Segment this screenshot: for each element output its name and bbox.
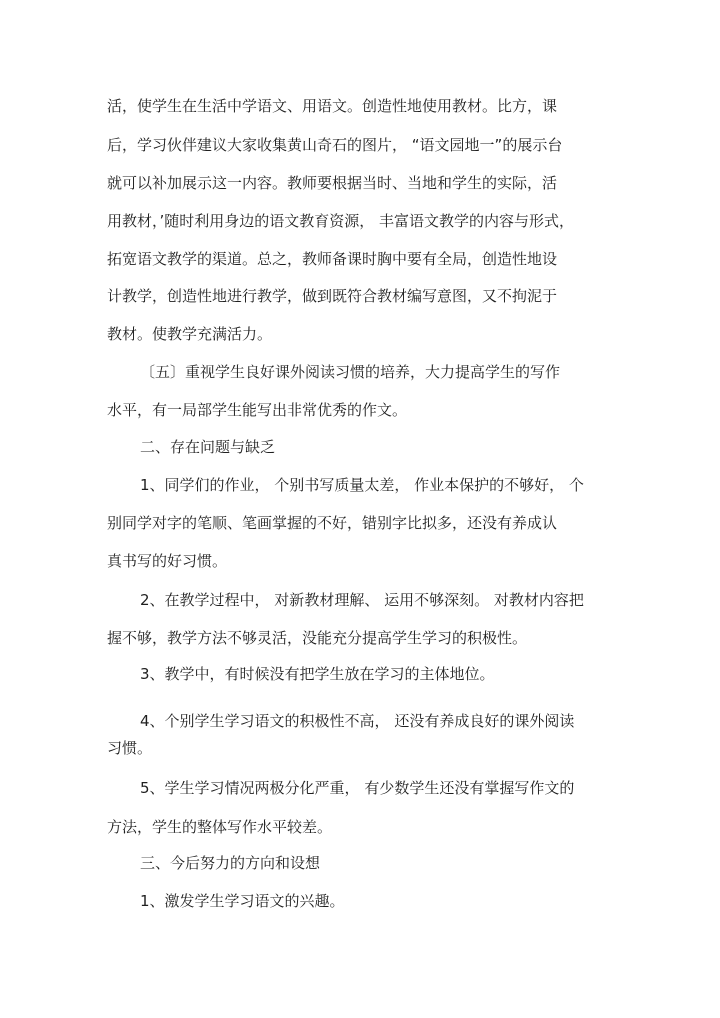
section-heading: 二、存在问题与缺乏 [140, 438, 276, 456]
text-line: 用教材，’随时利用身边的语文教育资源， 丰富语文教学的内容与形式， [107, 212, 575, 230]
text-line: 真书写的好习惯。 [107, 552, 228, 570]
text-line: 教材。使教学充满活力。 [107, 325, 273, 343]
text-line: 计教学，创造性地进行教学，做到既符合教材编写意图，又不拘泥于 [107, 287, 558, 305]
text-line: 别同学对字的笔顺、笔画掌握的不好，错别字比拟多，还没有养成认 [107, 514, 558, 532]
text-line: 活，使学生在生活中学语文、用语文。创造性地使用教材。比方，课 [107, 97, 558, 115]
text-line: 习惯。 [107, 739, 153, 757]
text-line: 拓宽语文教学的渠道。总之，教师备课时胸中要有全局，创造性地设 [107, 250, 558, 268]
list-item: 4、个别学生学习语文的积极性不高， 还没有养成良好的课外阅读 [140, 712, 575, 730]
text-line: 后，学习伙伴建议大家收集黄山奇石的图片， “语文园地一”的展示台 [107, 136, 563, 154]
list-item: 5、学生学习情况两极分化严重， 有少数学生还没有掌握写作文的 [140, 779, 575, 797]
section-heading: 〔五〕重视学生良好课外阅读习惯的培养，大力提高学生的写作 [140, 363, 561, 381]
list-item: 1、同学们的作业， 个别书写质量太差， 作业本保护的不够好， 个 [140, 476, 584, 494]
text-line: 水平，有一局部学生能写出非常优秀的作文。 [107, 401, 408, 419]
text-line: 握不够，教学方法不够灵活，没能充分提高学生学习的积极性。 [107, 629, 528, 647]
text-line: 方法，学生的整体写作水平较差。 [107, 818, 333, 836]
section-heading: 三、今后努力的方向和设想 [140, 854, 321, 872]
text-line: 就可以补加展示这一内容。教师要根据当时、当地和学生的实际，活 [107, 174, 558, 192]
list-item: 1、激发学生学习语文的兴趣。 [140, 892, 345, 910]
list-item: 3、教学中，有时候没有把学生放在学习的主体地位。 [140, 665, 495, 683]
list-item: 2、在教学过程中， 对新教材理解、 运用不够深刻。 对教材内容把 [140, 591, 584, 609]
